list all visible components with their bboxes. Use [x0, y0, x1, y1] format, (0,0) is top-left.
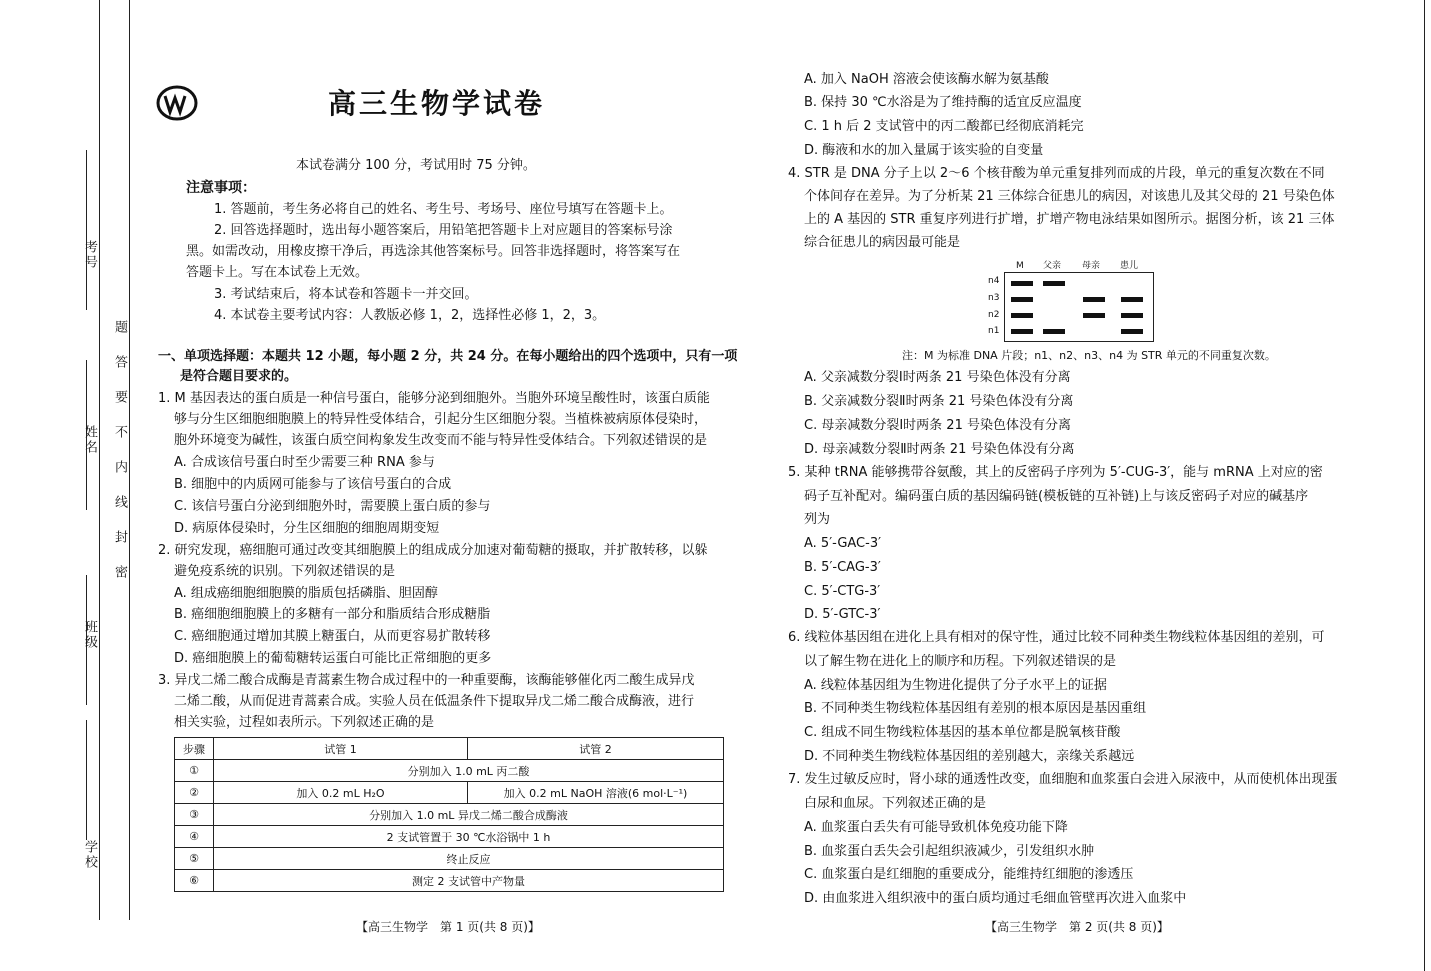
gel-band: [1011, 313, 1033, 318]
experiment-table: [174, 737, 724, 892]
margin-line: [129, 0, 130, 920]
notice-line: 1. 答题前，考生务必将自己的姓名、考生号、考场号、座位号填写在答题卡上。: [214, 202, 673, 217]
table-cell: 分别加入 1.0 mL 异戊二烯二酸合成酶液: [214, 804, 724, 826]
table-cell-step: ③: [175, 804, 214, 826]
question-7-option: A. 血浆蛋白丢失有可能导致机体免疫功能下降: [804, 820, 1068, 835]
question-7-option: D. 由血浆进入组织液中的蛋白质均通过毛细血管壁再次进入血浆中: [804, 891, 1187, 906]
table-header-row: [175, 738, 724, 760]
table-cell: 测定 2 支试管中产物量: [214, 870, 724, 892]
gel-band: [1011, 329, 1033, 334]
question-4-option: B. 父亲减数分裂Ⅱ时两条 21 号染色体没有分离: [804, 394, 1074, 409]
question-4-option: A. 父亲减数分裂Ⅰ时两条 21 号染色体没有分离: [804, 370, 1071, 385]
section-heading: 一、单项选择题：本题共 12 小题，每小题 2 分，共 24 分。在每小题给出的四个选项中，只有一项: [158, 349, 738, 364]
margin-label-kaohao: 考号: [82, 240, 97, 270]
question-1-stem: 胞外环境变为碱性，该蛋白质空间构象发生改变而不能与特异性受体结合。下列叙述错误的是: [174, 433, 708, 448]
question-4-stem: 4. STR 是 DNA 分子上以 2～6 个核苷酸为单元重复排列而成的片段，单元的重复次数在不同: [788, 166, 1325, 181]
question-5-option: B. 5′-CAG-3′: [804, 560, 881, 575]
gel-band: [1043, 329, 1065, 334]
question-6-option: A. 线粒体基因组为生物进化提供了分子水平上的证据: [804, 678, 1107, 693]
table-cell-step: ①: [175, 760, 214, 782]
gel-row-label: n3: [988, 293, 1000, 303]
notice-line: 4. 本试卷主要考试内容：人教版必修 1，2，选择性必修 1，2，3。: [214, 308, 606, 323]
gel-lane-label: 患儿: [1120, 261, 1139, 271]
notice-line: 答题卡上。写在本试卷上无效。: [186, 265, 369, 280]
table-row: [175, 760, 724, 782]
gel-band: [1083, 313, 1105, 318]
table-header: 试管 2: [468, 738, 724, 760]
question-2-option: D. 癌细胞膜上的葡萄糖转运蛋白可能比正常细胞的更多: [174, 651, 492, 666]
table-cell: 终止反应: [214, 848, 724, 870]
table-cell-step: ⑥: [175, 870, 214, 892]
table-row: [175, 870, 724, 892]
gel-row-label: n4: [988, 276, 1000, 286]
notice-line: 3. 考试结束后，将本试卷和答题卡一并交回。: [214, 287, 478, 302]
table-header: 试管 1: [214, 738, 468, 760]
gel-row-label: n2: [988, 310, 1000, 320]
question-1-stem: 1. M 基因表达的蛋白质是一种信号蛋白，能够分泌到细胞外。当胞外环境呈酸性时，该蛋白质能: [158, 391, 710, 406]
page-title: 高三生物学试卷: [328, 87, 546, 120]
question-5-option: D. 5′-GTC-3′: [804, 607, 881, 622]
gel-band: [1121, 329, 1143, 334]
gel-lane-label: 父亲: [1043, 261, 1062, 271]
table-cell: 2 支试管置于 30 ℃水浴锅中 1 h: [214, 826, 724, 848]
page-footer: 【高三生物学 第 1 页(共 8 页)】: [356, 920, 540, 934]
question-2-option: B. 癌细胞细胞膜上的多糖有一部分和脂质结合形成糖脂: [174, 607, 491, 622]
gel-band: [1011, 297, 1033, 302]
question-1-option: B. 细胞中的内质网可能参与了该信号蛋白的合成: [174, 477, 452, 492]
gel-figure: [1004, 272, 1154, 342]
section-heading: 是符合题目要求的。: [180, 369, 298, 384]
question-7-option: C. 血浆蛋白是红细胞的重要成分，能维持红细胞的渗透压: [804, 867, 1134, 882]
seal-line-text: 题答要不内线封密: [112, 320, 127, 600]
table-header: 步骤: [175, 738, 214, 760]
gel-row-label: n1: [988, 326, 1000, 336]
fill-line-kaohao: [86, 150, 87, 310]
question-6-option: D. 不同种类生物线粒体基因组的差别越大，亲缘关系越远: [804, 749, 1135, 764]
table-cell: 加入 0.2 mL NaOH 溶液(6 mol·L⁻¹): [468, 782, 724, 804]
question-3-option: D. 酶液和水的加入量属于该实验的自变量: [804, 143, 1044, 158]
gel-band: [1121, 297, 1143, 302]
question-6-option: B. 不同种类生物线粒体基因组有差别的根本原因是基因重组: [804, 701, 1147, 716]
fill-line-xuexiao: [86, 720, 87, 840]
notice-line: 2. 回答选择题时，选出每小题答案后，用铅笔把答题卡上对应题目的答案标号涂: [214, 223, 673, 238]
question-6-stem: 6. 线粒体基因组在进化上具有相对的保守性，通过比较不同种类生物线粒体基因组的差别，可: [788, 630, 1325, 645]
question-7-option: B. 血浆蛋白丢失会引起组织液减少，引发组织水肿: [804, 844, 1095, 859]
question-4-option: C. 母亲减数分裂Ⅰ时两条 21 号染色体没有分离: [804, 418, 1071, 433]
question-2-stem: 避免疫系统的识别。下列叙述错误的是: [174, 564, 396, 579]
table-row: [175, 804, 724, 826]
gel-lane-label: 母亲: [1082, 261, 1101, 271]
notice-line: 黑。如需改动，用橡皮擦干净后，再选涂其他答案标号。回答非选择题时，将答案写在: [186, 244, 681, 259]
question-4-stem: 个体间存在差异。为了分析某 21 三体综合征患儿的病因，对该患儿及其父母的 21 号染色体: [804, 189, 1335, 204]
question-2-option: A. 组成癌细胞细胞膜的脂质包括磷脂、胆固醇: [174, 586, 438, 601]
table-row: [175, 782, 724, 804]
question-3-stem: 二烯二酸，从而促进青蒿素合成。实验人员在低温条件下提取异戊二烯二酸合成酶液，进行: [174, 694, 695, 709]
question-2-option: C. 癌细胞通过增加其膜上糖蛋白，从而更容易扩散转移: [174, 629, 491, 644]
question-2-stem: 2. 研究发现，癌细胞可通过改变其细胞膜上的组成成分加速对葡萄糖的摄取，并扩散转移，以躲: [158, 543, 708, 558]
notice-title: 注意事项：: [186, 180, 256, 196]
gel-band: [1043, 281, 1065, 286]
publisher-logo: [156, 84, 198, 122]
gel-band: [1121, 313, 1143, 318]
margin-label-xingming: 姓名: [82, 425, 97, 455]
question-5-stem: 5. 某种 tRNA 能够携带谷氨酸，其上的反密码子序列为 5′-CUG-3′，能与 mRNA 上对应的密: [788, 465, 1323, 480]
gel-lane-label: M: [1016, 261, 1024, 271]
question-1-stem: 够与分生区细胞细胞膜上的特异性受体结合，引起分生区细胞分裂。当植株被病原体侵染时，: [174, 412, 708, 427]
question-6-stem: 以了解生物在进化上的顺序和历程。下列叙述错误的是: [804, 654, 1117, 669]
question-6-option: C. 组成不同生物线粒体基因的基本单位都是脱氧核苷酸: [804, 725, 1121, 740]
gel-band: [1011, 281, 1033, 286]
question-1-option: D. 病原体侵染时，分生区细胞的细胞周期变短: [174, 521, 440, 536]
question-7-stem: 白尿和血尿。下列叙述正确的是: [804, 796, 987, 811]
question-3-stem: 3. 异戊二烯二酸合成酶是青蒿素生物合成过程中的一种重要酶，该酶能够催化丙二酸生成异戊: [158, 673, 695, 688]
table-cell-step: ⑤: [175, 848, 214, 870]
gel-band: [1083, 297, 1105, 302]
question-4-stem: 上的 A 基因的 STR 重复序列进行扩增，扩增产物电泳结果如图所示。据图分析，该 21 三体: [804, 212, 1335, 227]
table-cell: 分别加入 1.0 mL 丙二酸: [214, 760, 724, 782]
gel-note: 注：M 为标准 DNA 片段；n1、n2、n3、n4 为 STR 单元的不同重复次数。: [902, 349, 1276, 362]
question-5-option: C. 5′-CTG-3′: [804, 584, 881, 599]
question-3-option: B. 保持 30 ℃水浴是为了维持酶的适宜反应温度: [804, 95, 1082, 110]
question-3-option: A. 加入 NaOH 溶液会使该酶水解为氨基酸: [804, 72, 1049, 87]
table-cell: 加入 0.2 mL H₂O: [214, 782, 468, 804]
margin-line: [99, 0, 100, 920]
question-4-option: D. 母亲减数分裂Ⅱ时两条 21 号染色体没有分离: [804, 442, 1075, 457]
page-edge-line: [1424, 0, 1425, 971]
question-3-stem: 相关实验，过程如表所示。下列叙述正确的是: [174, 715, 435, 730]
question-5-stem: 码子互补配对。编码蛋白质的基因编码链(模板链的互补链)上与该反密码子对应的碱基序: [804, 489, 1309, 504]
question-7-stem: 7. 发生过敏反应时，肾小球的通透性改变，血细胞和血浆蛋白会进入尿液中，从而使机体出现蛋: [788, 772, 1338, 787]
table-cell-step: ④: [175, 826, 214, 848]
table-row: [175, 848, 724, 870]
question-3-option: C. 1 h 后 2 支试管中的丙二酸都已经彻底消耗完: [804, 119, 1084, 134]
question-5-option: A. 5′-GAC-3′: [804, 536, 882, 551]
page-footer: 【高三生物学 第 2 页(共 8 页)】: [985, 920, 1169, 934]
table-row: [175, 826, 724, 848]
table-cell-step: ②: [175, 782, 214, 804]
question-5-stem: 列为: [804, 512, 831, 527]
margin-label-xuexiao: 学校: [82, 840, 97, 870]
question-4-stem: 综合征患儿的病因最可能是: [804, 235, 961, 250]
exam-intro: 本试卷满分 100 分，考试用时 75 分钟。: [296, 158, 536, 173]
question-1-option: C. 该信号蛋白分泌到细胞外时，需要膜上蛋白质的参与: [174, 499, 491, 514]
margin-label-banji: 班级: [82, 620, 97, 650]
question-1-option: A. 合成该信号蛋白时至少需要三种 RNA 参与: [174, 455, 435, 470]
